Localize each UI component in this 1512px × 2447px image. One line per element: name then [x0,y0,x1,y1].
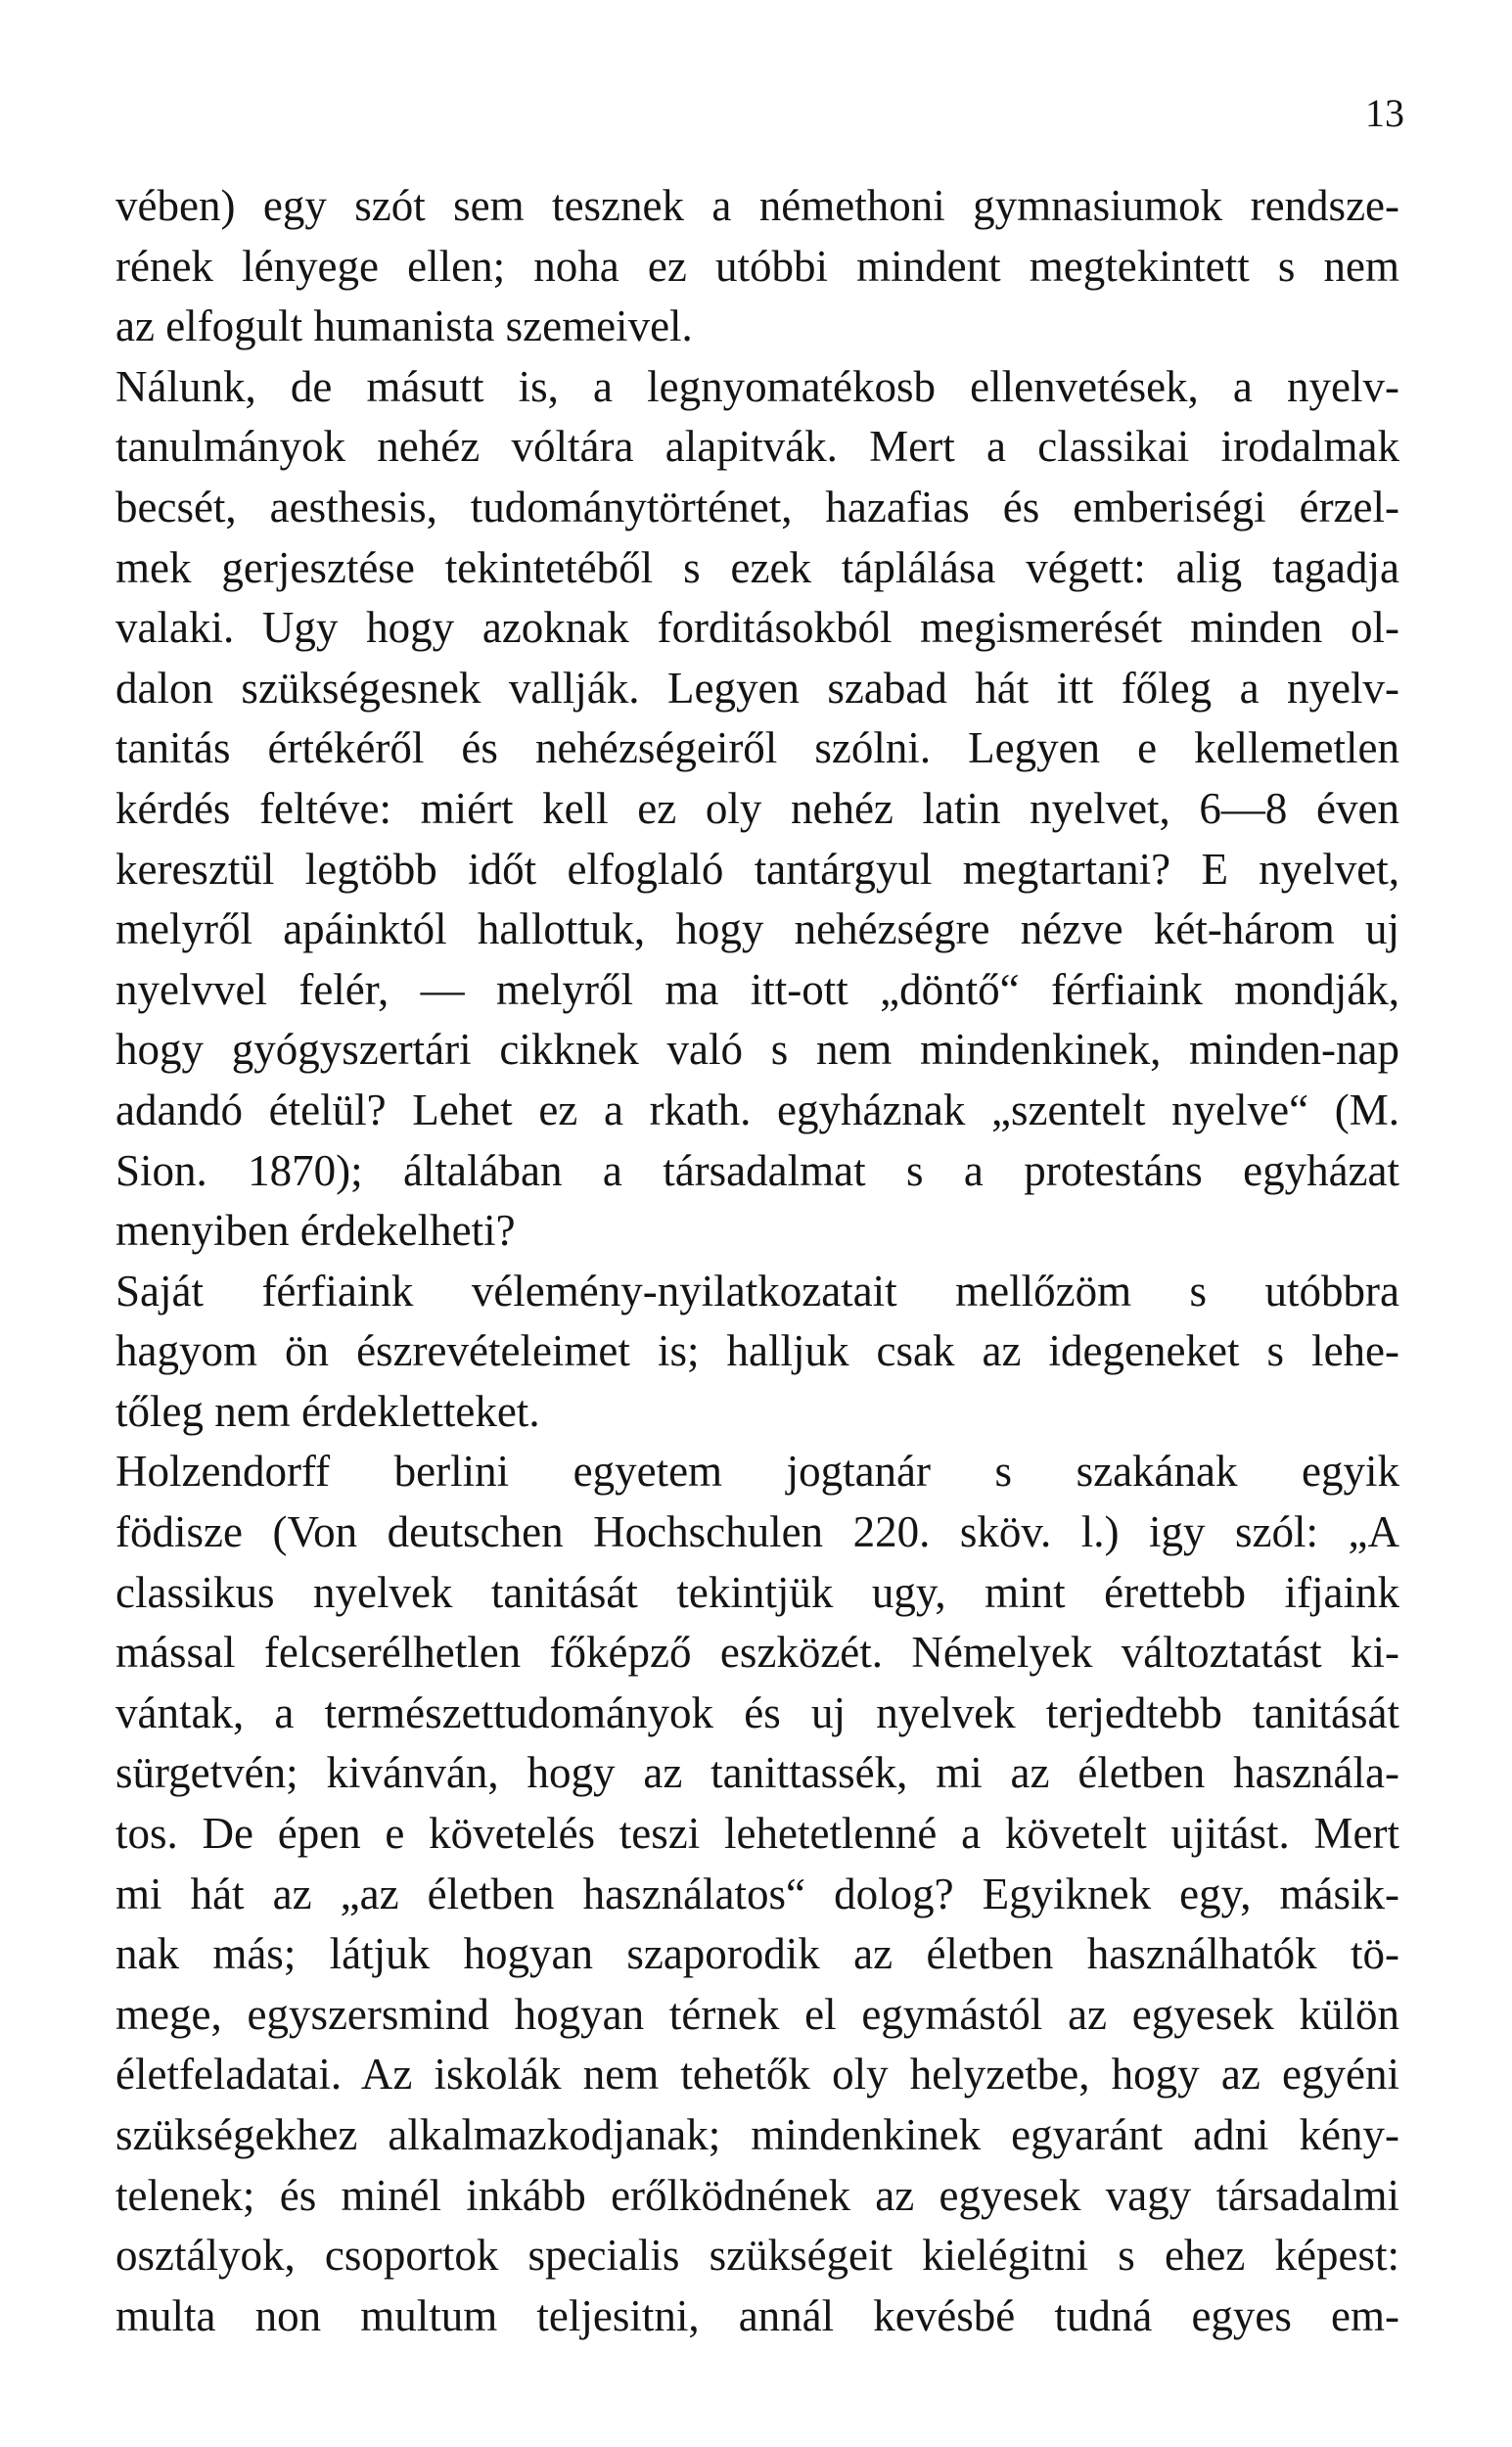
text-line: Saját férfiaink vélemény-nyilatkozatait mellőzöm s utóbbra [115,1266,1399,1316]
text-line: Holzendorff berlini egyetem jogtanár s szakának egyik [115,1447,1399,1497]
text-line: menyiben érdekelheti? [115,1206,516,1256]
text-line: classikus nyelvek tanitását tekintjük ugy, mint érettebb ifjaink [115,1567,1399,1617]
text-line: mege, egyszersmind hogyan térnek el egymástól az egyesek külön [115,1989,1399,2039]
text-line: szükségekhez alkalmazkodjanak; mindenkinek egyaránt adni kény- [115,2110,1399,2159]
text-line: tos. De épen e követelés teszi lehetetlenné a követelt ujitást. Mert [115,1809,1399,1859]
text-line: sürgetvén; kivánván, hogy az tanittassék, mi az életben használa- [115,1748,1399,1798]
text-line: keresztül legtöbb időt elfoglaló tantárgyul megtartani? E nyelvet, [115,844,1399,894]
text-line: vében) egy szót sem tesznek a némethoni gymnasiumok rendsze- [115,181,1399,230]
text-line: multa non multum teljesitni, annál kevésbé tudná egyes em- [115,2290,1399,2340]
text-line: kérdés feltéve: miért kell ez oly nehéz latin nyelvet, 6—8 éven [115,783,1399,833]
text-line: életfeladatai. Az iskolák nem tehetők oly helyzetbe, hogy az egyéni [115,2050,1399,2100]
text-line: osztályok, csoportok specialis szükségeit kielégitni s ehez képest: [115,2231,1399,2281]
page-number: 13 [1365,91,1404,135]
text-line: hogy gyógyszertári cikknek való s nem mindenkinek, minden-nap [115,1025,1399,1075]
text-line: az elfogult humanista szemeivel. [115,301,693,351]
text-line: becsét, aesthesis, tudománytörténet, hazafias és emberiségi érzel- [115,482,1399,531]
text-line: Nálunk, de másutt is, a legnyomatékosb ellenvetések, a nyelv- [115,361,1399,411]
text-line: telenek; és minél inkább erőlködnének az egyesek vagy társadalmi [115,2170,1399,2220]
text-line: melyről apáinktól hallottuk, hogy nehézségre nézve két-három uj [115,904,1399,954]
text-line: mással felcserélhetlen főképző eszközét. Némelyek változtatást ki- [115,1628,1399,1678]
text-line: mek gerjesztése tekintetéből s ezek táplálása végett: alig tagadja [115,542,1399,592]
text-line: adandó ételül? Lehet ez a rkath. egyháznak „szentelt nyelve“ (M. [115,1085,1399,1134]
text-line: Sion. 1870); általában a társadalmat s a protestáns egyházat [115,1145,1399,1195]
text-line: mi hát az „az életben használatos“ dolog? Egyiknek egy, másik- [115,1869,1399,1918]
text-line: födisze (Von deutschen Hochschulen 220. sköv. l.) igy szól: „A [115,1507,1399,1557]
text-line: rének lényege ellen; noha ez utóbbi mindent megtekintett s nem [115,241,1399,291]
text-line: dalon szükségesnek vallják. Legyen szabad hát itt főleg a nyelv- [115,663,1399,713]
text-line: vántak, a természettudományok és uj nyelvek terjedtebb tanitását [115,1687,1399,1737]
text-line: nyelvvel felér, — melyről ma itt-ott „döntő“ férfiaink mondják, [115,964,1399,1014]
text-line: tőleg nem érdekletteket. [115,1386,540,1436]
text-line: tanitás értékéről és nehézségeiről szólni. Legyen e kellemetlen [115,723,1399,773]
text-line: valaki. Ugy hogy azoknak forditásokból megismerését minden ol- [115,603,1399,653]
body-text [115,176,1399,2346]
text-line: tanulmányok nehéz vóltára alapitvák. Mert a classikai irodalmak [115,422,1399,472]
text-line: nak más; látjuk hogyan szaporodik az életben használhatók tö- [115,1929,1399,1979]
text-line: hagyom ön észrevételeimet is; halljuk csak az idegeneket s lehe- [115,1326,1399,1376]
